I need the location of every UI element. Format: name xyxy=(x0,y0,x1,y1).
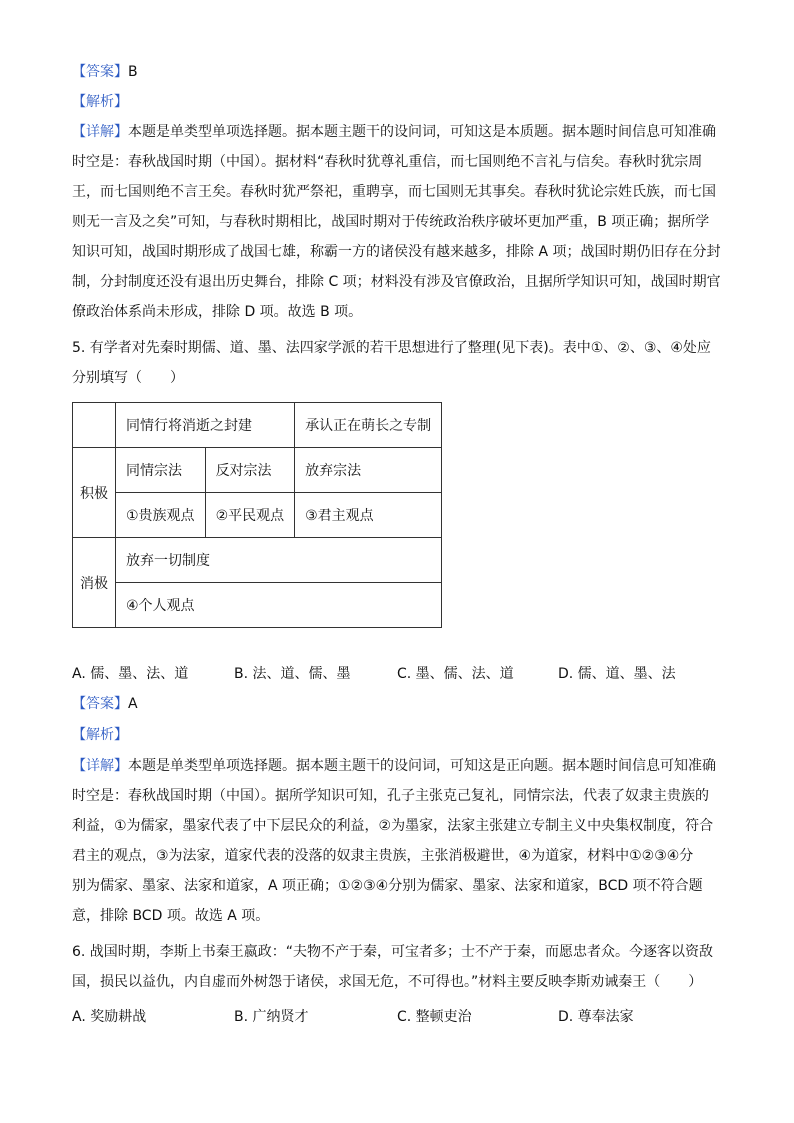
table-header-cell: 承认正在萌长之专制 xyxy=(295,403,442,448)
answer-value: A xyxy=(128,696,138,712)
answer-value: B xyxy=(128,64,138,80)
row-label-jiji: 积极 xyxy=(73,448,116,538)
answer-tag: 【答案】 xyxy=(72,64,128,80)
q4-analysis-line: 则无一言及之矣”可知，与春秋时期相比，战国时期对于传统政治秩序破坏更加严重，B 项正确；据所学 xyxy=(72,214,710,230)
q5-analysis-line: 意，排除 BCD 项。故选 A 项。 xyxy=(72,908,270,924)
table-cell: 放弃一切制度 xyxy=(116,538,442,583)
q4-analysis-line: 时空是：春秋战国时期（中国）。据材料“春秋时犹尊礼重信，而七国则绝不言礼与信矣。春秋时犹宗周 xyxy=(72,154,703,170)
q5-option-a: A. 儒、墨、法、道 xyxy=(72,666,189,682)
table-cell: ③君主观点 xyxy=(295,493,442,538)
q5-stem-line: 5. 有学者对先秦时期儒、道、墨、法四家学派的若干思想进行了整理(见下表)。表中①、②、③、④处应 xyxy=(72,340,711,356)
detail-tag: 【详解】 xyxy=(72,124,128,140)
table-cell: 反对宗法 xyxy=(205,448,295,493)
detail-tag: 【详解】 xyxy=(72,758,128,774)
q4-analysis-line: 【详解】本题是单类型单项选择题。据本题主题干的设问词，可知这是本质题。据本题时间信息可知准确 xyxy=(72,124,716,140)
table-corner-cell xyxy=(73,403,116,448)
table-cell: 放弃宗法 xyxy=(295,448,442,493)
table-cell: 同情宗法 xyxy=(116,448,206,493)
q4-analysis-line: 知识可知，战国时期形成了战国七雄，称霸一方的诸侯没有越来越多，排除 A 项；战国时期仍旧存在分封 xyxy=(72,244,721,260)
analysis-tag: 【解析】 xyxy=(72,94,128,110)
q5-analysis-line: 【详解】本题是单类型单项选择题。据本题主题干的设问词，可知这是正向题。据本题时间信息可知准确 xyxy=(72,758,716,774)
q6-option-b: B. 广纳贤才 xyxy=(234,1009,309,1025)
q4-analysis-line: 王，而七国则绝不言王矣。春秋时犹严祭祀，重聘享，而七国则无其事矣。春秋时犹论宗姓氏族，而七国 xyxy=(72,184,716,200)
q5-option-c: C. 墨、儒、法、道 xyxy=(397,666,514,682)
q6-option-c: C. 整顿吏治 xyxy=(397,1009,472,1025)
answer-tag: 【答案】 xyxy=(72,696,128,712)
table-header-cell: 同情行将消逝之封建 xyxy=(116,403,295,448)
table-cell: ②平民观点 xyxy=(205,493,295,538)
q4-answer-line xyxy=(72,62,138,82)
q6-option-a: A. 奖励耕战 xyxy=(72,1009,147,1025)
table-cell: ①贵族观点 xyxy=(116,493,206,538)
q5-answer-line xyxy=(72,694,138,714)
q4-analysis-line: 制，分封制度还没有退出历史舞台，排除 C 项；材料没有涉及官僚政治，且据所学知识可知，战国时期官 xyxy=(72,274,721,290)
q6-option-d: D. 尊奉法家 xyxy=(558,1009,634,1025)
row-label-xiaoji: 消极 xyxy=(73,538,116,628)
q5-analysis-line: 时空是：春秋战国时期（中国）。据所学知识可知，孔子主张克己复礼，同情宗法，代表了奴隶主贵族的 xyxy=(72,788,709,804)
table-cell: ④个人观点 xyxy=(116,583,442,628)
q6-stem-line: 6. 战国时期，李斯上书秦王嬴政：“夫物不产于秦，可宝者多；士不产于秦，而愿忠者众。今逐客以资敌 xyxy=(72,944,714,960)
q5-stem-line: 分别填写（ ） xyxy=(72,370,184,386)
q5-analysis-line: 利益，①为儒家，墨家代表了中下层民众的利益，②为墨家，法家主张建立专制主义中央集权制度，符合 xyxy=(72,818,714,834)
thought-table xyxy=(72,402,442,628)
analysis-tag: 【解析】 xyxy=(72,727,128,743)
q5-option-d: D. 儒、道、墨、法 xyxy=(558,666,676,682)
q5-analysis-line: 别为儒家、墨家、法家和道家，A 项正确；①②③④分别为儒家、墨家、法家和道家，BCD 项不符合题 xyxy=(72,878,703,894)
q6-stem-line: 国，损民以益仇，内自虚而外树怨于诸侯，求国无危，不可得也。”材料主要反映李斯劝诫秦王（ ） xyxy=(72,974,703,990)
q5-analysis-line: 君主的观点，③为法家，道家代表的没落的奴隶主贵族，主张消极避世，④为道家，材料中①②③④分 xyxy=(72,848,694,864)
q5-option-b: B. 法、道、儒、墨 xyxy=(234,666,351,682)
q4-analysis-line: 僚政治体系尚未形成，排除 D 项。故选 B 项。 xyxy=(72,304,363,320)
